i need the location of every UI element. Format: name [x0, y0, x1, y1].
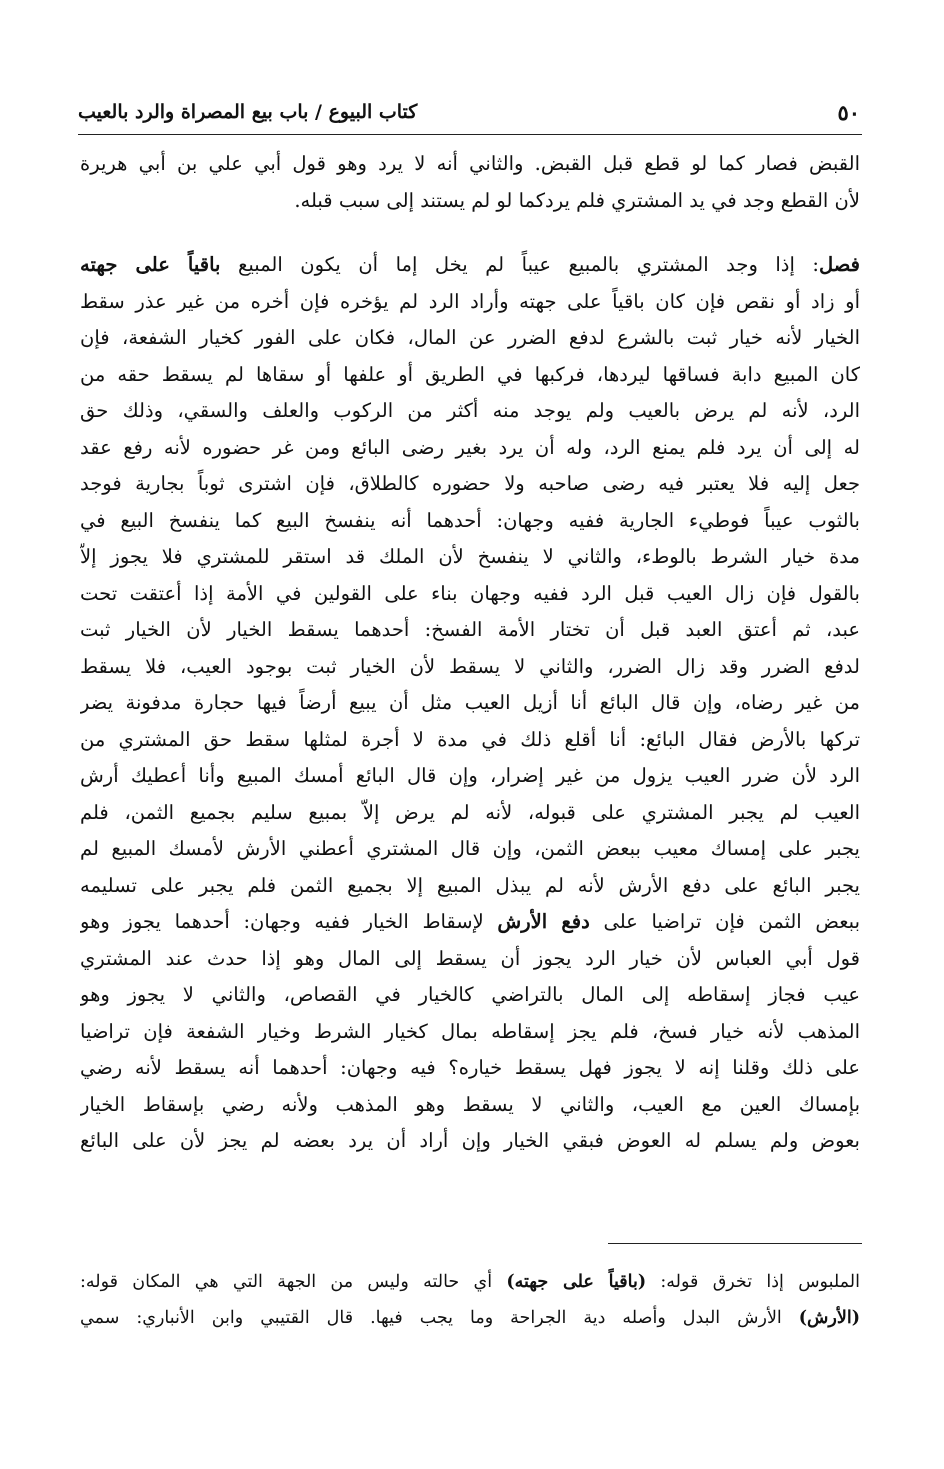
text-line: قول أبي العباس لأن خيار الرد يجوز أن يسقط إلى المال وهو إذا حدث عند المشتري — [80, 946, 860, 970]
text-line: الرد، لأنه لم يرض بالعيب ولم يوجد منه أكثر من الركوب والعلف والسقي، وذلك حق — [80, 399, 860, 422]
text-line: لدفع الضرر وقد زال الضرر، والثاني لا يسقط لأن الخيار ثبت بوجود العيب، فلا يسقط — [80, 654, 860, 678]
text-run: ببعض الثمن فإن تراضيا على — [589, 910, 860, 933]
text-line: المذهب لأنه خيار فسخ، فلم يجز إسقاطه بمال كخيار الشرط وخيار الشفعة فإن تراضيا — [80, 1019, 860, 1043]
paragraph-gap — [80, 219, 860, 247]
main-text — [80, 146, 860, 1160]
text-line: جعل إليه فلا يعتبر فيه رضى صاحبه ولا حضوره كالطلاق، فإن اشترى ثوباً بجارية فوجد — [80, 472, 860, 495]
running-title: كتاب البيوع / باب بيع المصراة والرد بالعيب — [78, 101, 418, 123]
text-line: تركها بالأرض فقال البائع: أنا أقلع ذلك في مدة لا أجرة لمثلها سقط حق المشتري من — [80, 727, 860, 751]
text-line: من غير رضاه، وإن قال البائع أنا أزيل العيب مثل أن يبيع أرضاً فيها حجارة مدفونة يضر — [80, 691, 860, 714]
section-label: فصل — [819, 253, 860, 276]
text-line: عبد، ثم أعتق العبد قبل أن تختار الأمة الفسخ: أحدهما يسقط الخيار لأن الخيار ثبت — [80, 618, 860, 641]
text-line — [80, 247, 860, 284]
text-run: لإسقاط الخيار ففيه وجهان: أحدهما يجوز وهو — [80, 910, 498, 933]
text-line: الخيار لأنه خيار ثبت بالشرع لدفع الضرر عن المال، فكان على الفور كخيار الشفعة، فإن — [80, 326, 860, 349]
text-run: أي حالته وليس من الجهة التي هي المكان قوله: — [80, 1272, 507, 1292]
text-line: كان المبيع دابة فساقها ليردها، فركبها في الطريق أو علفها أو سقاها لم يسقط حقه من — [80, 362, 860, 386]
text-line: العيب لم يجبر المشتري على قبوله، لأنه لم يرض إلاّ بمبيع سليم بجميع الثمن، فلم — [80, 800, 860, 824]
page-header — [78, 92, 860, 132]
keyword: باقياً على جهته — [80, 253, 221, 276]
text-line: بالقول فإن زال العيب قبل الرد ففيه وجهان بناء على القولين في الأمة إذا أعتقت تحت — [80, 581, 860, 605]
fasl-paragraph — [80, 247, 860, 1160]
text-line: عيب فجاز إسقاطه إلى المال بالتراضي كالخيار في القصاص، والثاني لا يجوز وهو — [80, 983, 860, 1006]
text-run: الأرش البدل وأصله دية الجراحة وما يجب فيها. قال القتيبي وابن الأنباري: سمي — [80, 1308, 799, 1328]
text-line: يجبر البائع على دفع الأرش لأنه لم يبذل المبيع إلا بجميع الثمن فلم يجبر على تسليمه — [80, 873, 860, 897]
footnote-keyword: (باقياً على جهته) — [506, 1272, 647, 1292]
text-line: يجبر على إمساك معيب ببعض الثمن، وإن قال المشتري أعطني الأرش لأمسك المبيع لم — [80, 837, 860, 860]
text-line: الرد لأن ضرر العيب يزول من غير إضرار، وإن قال البائع أمسك المبيع وأنا أعطيك أرش — [80, 764, 860, 787]
text-line: بإمساك العين مع العيب، والثاني لا يسقط وهو المذهب ولأنه رضي بإسقاط الخيار — [80, 1092, 860, 1116]
text-run: الملبوس إذا تخرق قوله: — [646, 1272, 860, 1292]
footnote-line — [80, 1264, 860, 1300]
text-line: القبض فصار كما لو قطع قبل القبض. والثاني أنه لا يرد وهو قول أبي علي بن أبي هريرة — [80, 152, 860, 175]
text-line: أو زاد أو نقص فإن كان باقياً على جهته وأراد الرد لم يؤخره فإن أخره من غير عذر سقط — [80, 289, 860, 313]
text-line: له إلى أن يرد فلم يمنع الرد، وله أن يرد بغير رضى البائع ومن غر حضوره لأنه رفع عقد — [80, 435, 860, 459]
footnotes — [80, 1264, 860, 1336]
footnote-line — [80, 1300, 860, 1336]
intro-paragraph — [80, 146, 860, 219]
footnote-rule — [608, 1243, 862, 1244]
text-line: على ذلك وقلنا إنه لا يجوز فهل يسقط خياره؟ فيه وجهان: أحدهما أنه يسقط لأنه رضي — [80, 1056, 860, 1079]
header-rule — [78, 134, 862, 135]
page-number: ٥٠ — [837, 99, 860, 125]
text-line: مدة خيار الشرط بالوطء، والثاني لا ينفسخ لأن الملك قد استقر للمشتري فلا يجوز إلاّ — [80, 545, 860, 568]
footnote-keyword: (الأرش) — [798, 1308, 860, 1328]
text-line — [80, 904, 860, 941]
keyword: دفع الأرش — [497, 910, 590, 933]
text-line: بالثوب عيباً فوطيء الجارية ففيه وجهان: أحدهما أنه ينفسخ البيع كما ينفسخ البيع في — [80, 508, 860, 532]
text-run: : إذا وجد المشتري بالمبيع عيباً لم يخل إما أن يكون المبيع — [220, 253, 819, 276]
text-line: بعوض ولم يسلم له العوض فبقي الخيار وإن أراد أن يرد بعضه لم يجز لأن على البائع — [80, 1129, 860, 1152]
text-line: لأن القطع وجد في يد المشتري فلم يردكما لو لم يستند إلى سبب قبله. — [294, 188, 860, 212]
